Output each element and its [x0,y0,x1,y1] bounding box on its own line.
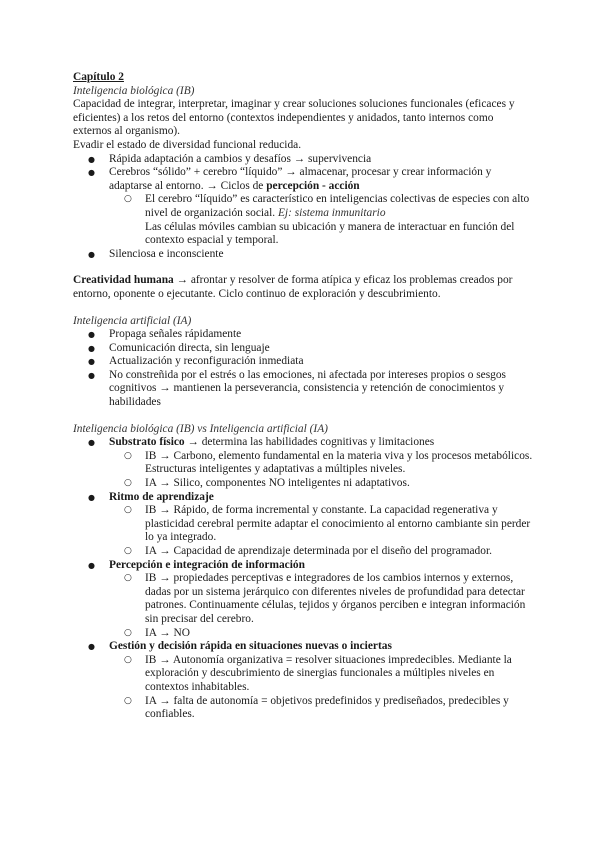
ib-bullet-brains-bold: percepción - acción [266,179,360,192]
list-item [73,559,533,641]
sustrato-text: → determina las habilidades cognitivas y limitaciones [184,436,435,449]
ia-bullet-list [73,328,533,410]
ib-bullet-adaptation: Rápida adaptación a cambios y desafíos → supervivencia [109,152,372,165]
list-item: ○ IB → propiedades perceptivas e integradores de los cambios internos y externos, dadas por un sistema jerárquico con diferentes niveles de profundidad para detectar patrones. Continuamente células, tejidos y órganos perciben e integran información sin precisar del cerebro. [109,572,533,626]
list-item [73,640,533,722]
ritmo-bold: Ritmo de aprendizaje [109,490,214,503]
gestion-bold: Gestión y decisión rápida en situaciones nuevas o inciertas [109,640,392,653]
section-heading-ia: Inteligencia artificial (IA) [73,314,192,327]
ib-bullet-list [73,153,533,262]
ib-sub-list [109,193,533,247]
gestion-sub-list [109,654,533,722]
list-item: ○ IA → Capacidad de aprendizaje determinada por el diseño del programador. [109,545,533,559]
list-item [73,248,533,262]
document-content [73,71,533,722]
comparison-list [73,436,533,721]
ritmo-sub-list [109,504,533,558]
list-item: ○ IA → falta de autonomía = objetivos predefinidos y prediseñados, predecibles y confiables. [109,695,533,722]
ib-bullet-brains: Cerebros “sólido” + cerebro “líquido” → almacenar, procesar y crear información y adaptarse al entorno. → Ciclos de [109,166,492,192]
chapter-title: Capítulo 2 [73,71,124,83]
list-item [109,193,533,247]
creativity-paragraph [73,274,533,301]
list-item: ● No constreñida por el estrés o las emociones, ni afectada por intereses propios o sesgos cognitivos → mantienen la perseverancia, consistencia y retención de conocimientos y habilidades [73,369,533,410]
list-item: ○ IB → Autonomía organizativa = resolver situaciones impredecibles. Mediante la exploración y descubrimiento de sinergias funcionales a múltiples niveles en contextos inhabitables. [109,654,533,695]
ib-bullet-silent: Silenciosa e inconsciente [109,247,224,260]
list-item [73,436,533,490]
list-item: ○ IB → Rápido, de forma incremental y constante. La capacidad regenerativa y plasticidad cerebral permite adaptar el conocimiento al entorno cambiante sin perder lo ya integrado. [109,504,533,545]
section-heading-ib-vs-ia: Inteligencia biológica (IB) vs Inteligencia artificial (IA) [73,422,328,435]
list-item: ○ IB → Carbono, elemento fundamental en la materia viva y los procesos metabólicos. Estructuras inteligentes y adaptativas a múltiples niveles. [109,450,533,477]
sustrato-sub-list [109,450,533,491]
creativity-bold: Creatividad humana [73,274,174,287]
list-item: ● Comunicación directa, sin lenguaje [73,342,533,356]
list-item: ● Propaga señales rápidamente [73,328,533,342]
liquid-brain-example: Ej: sistema inmunitario [277,206,386,219]
list-item [73,153,533,167]
ib-definition: Capacidad de integrar, interpretar, imaginar y crear soluciones soluciones funcionales (eficaces y eficientes) a los retos del entorno (contextos independientes y anidados, tanto internos como externos al organismo). [73,98,515,138]
liquid-brain-cells: Las células móviles cambian su ubicación y manera de interactuar en función del contexto espacial y temporal. [145,220,515,247]
list-item [73,166,533,248]
section-heading-ib: Inteligencia biológica (IB) [73,84,195,97]
percepcion-sub-list [109,572,533,640]
percepcion-bold: Percepción e integración de información [109,558,305,571]
ib-evade-line: Evadir el estado de diversidad funcional reducida. [73,138,302,151]
liquid-brain-text: El cerebro “líquido” es característico en inteligencias colectivas de especies con alto nivel de organización social. [145,193,530,219]
list-item: ○ IA → Silico, componentes NO inteligentes ni adaptativos. [109,477,533,491]
creativity-text: → afrontar y resolver de forma atípica y eficaz los problemas creados por entorno, oponente o ejecutante. Ciclo continuo de exploración y descubrimiento. [73,274,513,300]
list-item: ● Actualización y reconfiguración inmediata [73,355,533,369]
list-item: ○ IA → NO [109,627,533,641]
sustrato-bold: Substrato físico [109,436,185,449]
list-item [73,491,533,559]
